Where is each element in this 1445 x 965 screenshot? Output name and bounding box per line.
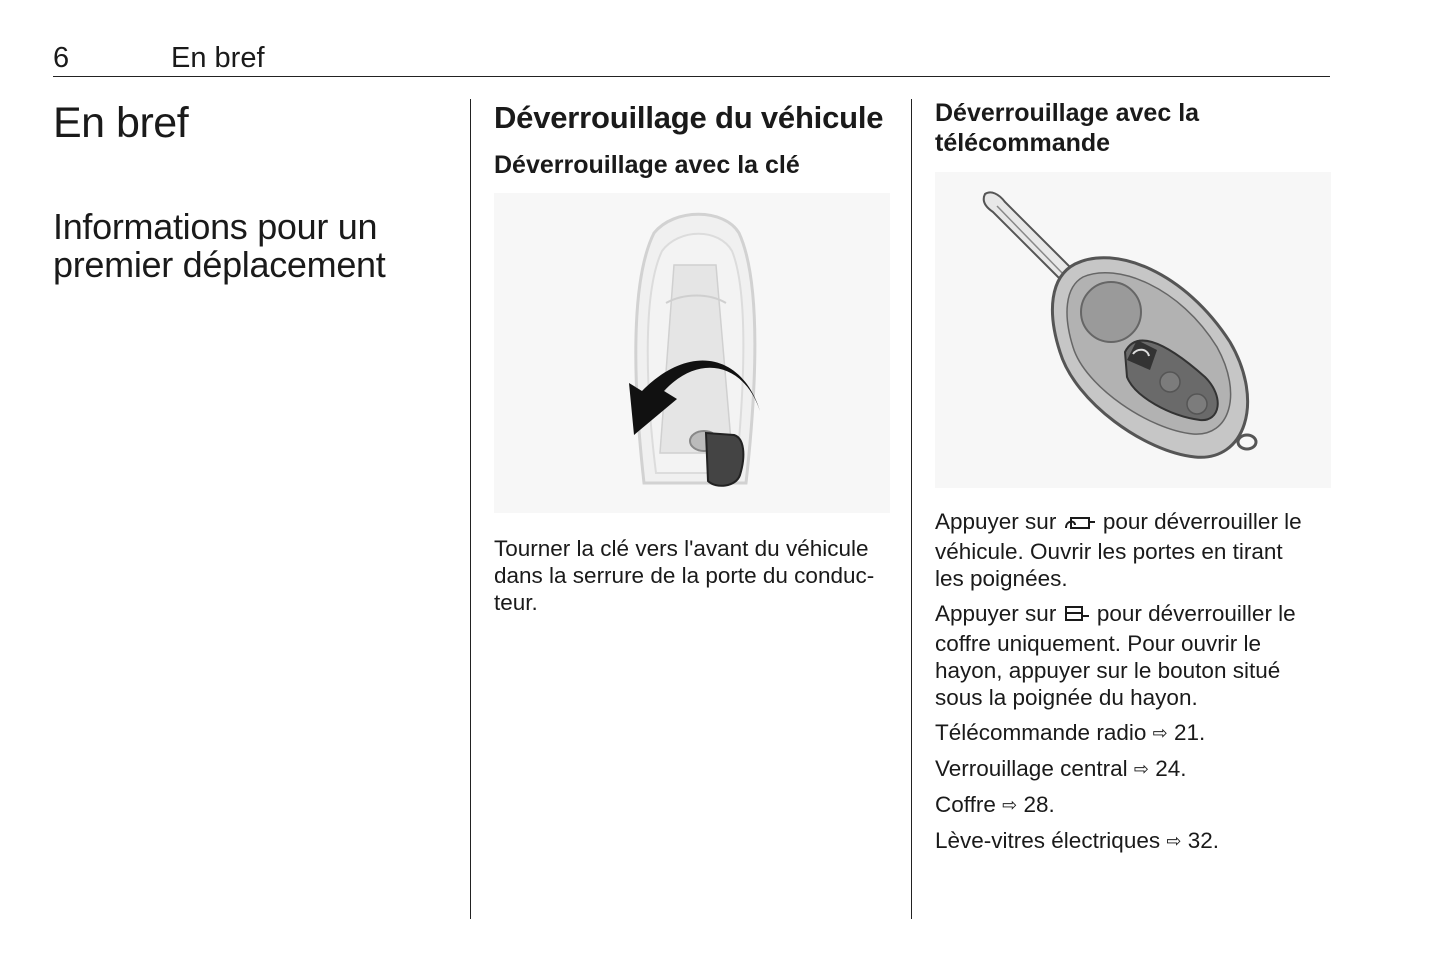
para1-line1-after: pour déverrouiller le (1102, 509, 1302, 534)
para1-line3: les poignées. (935, 566, 1068, 591)
para2-line1-after: pour déverrouiller le (1096, 601, 1296, 626)
cross-reference[interactable] (935, 755, 1335, 783)
remote-key-fob-illustration (935, 172, 1331, 488)
para2-line3: hayon, appuyer sur le bouton situé (935, 658, 1281, 683)
unlock-vehicle-paragraph (935, 508, 1335, 592)
caption-line-3: teur. (494, 590, 538, 615)
subheading-line-2: télécommande (935, 129, 1111, 157)
caption-line-2: dans la serrure de la porte du conduc- (494, 563, 875, 588)
unlock-trunk-paragraph (935, 600, 1335, 711)
page-header (53, 40, 1330, 77)
para1-line2: véhicule. Ouvrir les portes en tirant (935, 539, 1283, 564)
cross-reference-arrow-icon: ⇨ (1166, 831, 1182, 851)
ref-label: Coffre (935, 792, 996, 817)
ref-page: 28. (1023, 792, 1055, 817)
unlock-with-key-instruction (494, 535, 894, 616)
cross-reference[interactable] (935, 791, 1335, 819)
running-title: En bref (171, 42, 265, 74)
cross-reference[interactable] (935, 827, 1335, 855)
subsection-heading-remote (935, 98, 1335, 158)
section-title-line-2: premier déplacement (53, 244, 386, 285)
column-divider-2 (911, 99, 912, 919)
column-2 (494, 96, 894, 624)
door-handle-key-drawing (494, 193, 890, 513)
section-heading: Déverrouillage du véhicule (494, 100, 884, 135)
subsection-heading: Déverrouillage avec la clé (494, 151, 800, 179)
ref-label: Télécommande radio (935, 720, 1147, 745)
para1-line1-before: Appuyer sur (935, 509, 1057, 534)
unlock-doors-icon (1063, 511, 1097, 538)
page-number: 6 (53, 42, 70, 74)
door-lock-key-illustration (494, 193, 890, 513)
chapter-title: En bref (53, 99, 189, 147)
ref-label: Lève-vitres électriques (935, 828, 1161, 853)
caption-line-1: Tourner la clé vers l'avant du véhicule (494, 536, 869, 561)
para2-line4: sous la poignée du hayon. (935, 685, 1198, 710)
para2-line2: coffre uniquement. Pour ouvrir le (935, 631, 1262, 656)
section-title-line-1: Informations pour un (53, 206, 378, 247)
para2-line1-before: Appuyer sur (935, 601, 1057, 626)
column-divider-1 (470, 99, 471, 919)
cross-reference-arrow-icon: ⇨ (1152, 723, 1168, 743)
subheading-line-1: Déverrouillage avec la (935, 99, 1200, 127)
cross-reference[interactable] (935, 719, 1335, 747)
ref-page: 21. (1173, 720, 1206, 745)
column-1 (53, 96, 453, 396)
ref-page: 24. (1155, 756, 1187, 781)
unlock-trunk-icon (1063, 603, 1091, 630)
column-3 (935, 96, 1335, 863)
key-fob-drawing (935, 172, 1331, 488)
section-title (53, 208, 453, 284)
cross-reference-arrow-icon: ⇨ (1133, 759, 1149, 779)
ref-label: Verrouillage central (935, 756, 1128, 781)
cross-reference-arrow-icon: ⇨ (1002, 795, 1018, 815)
ref-page: 32. (1187, 828, 1220, 853)
